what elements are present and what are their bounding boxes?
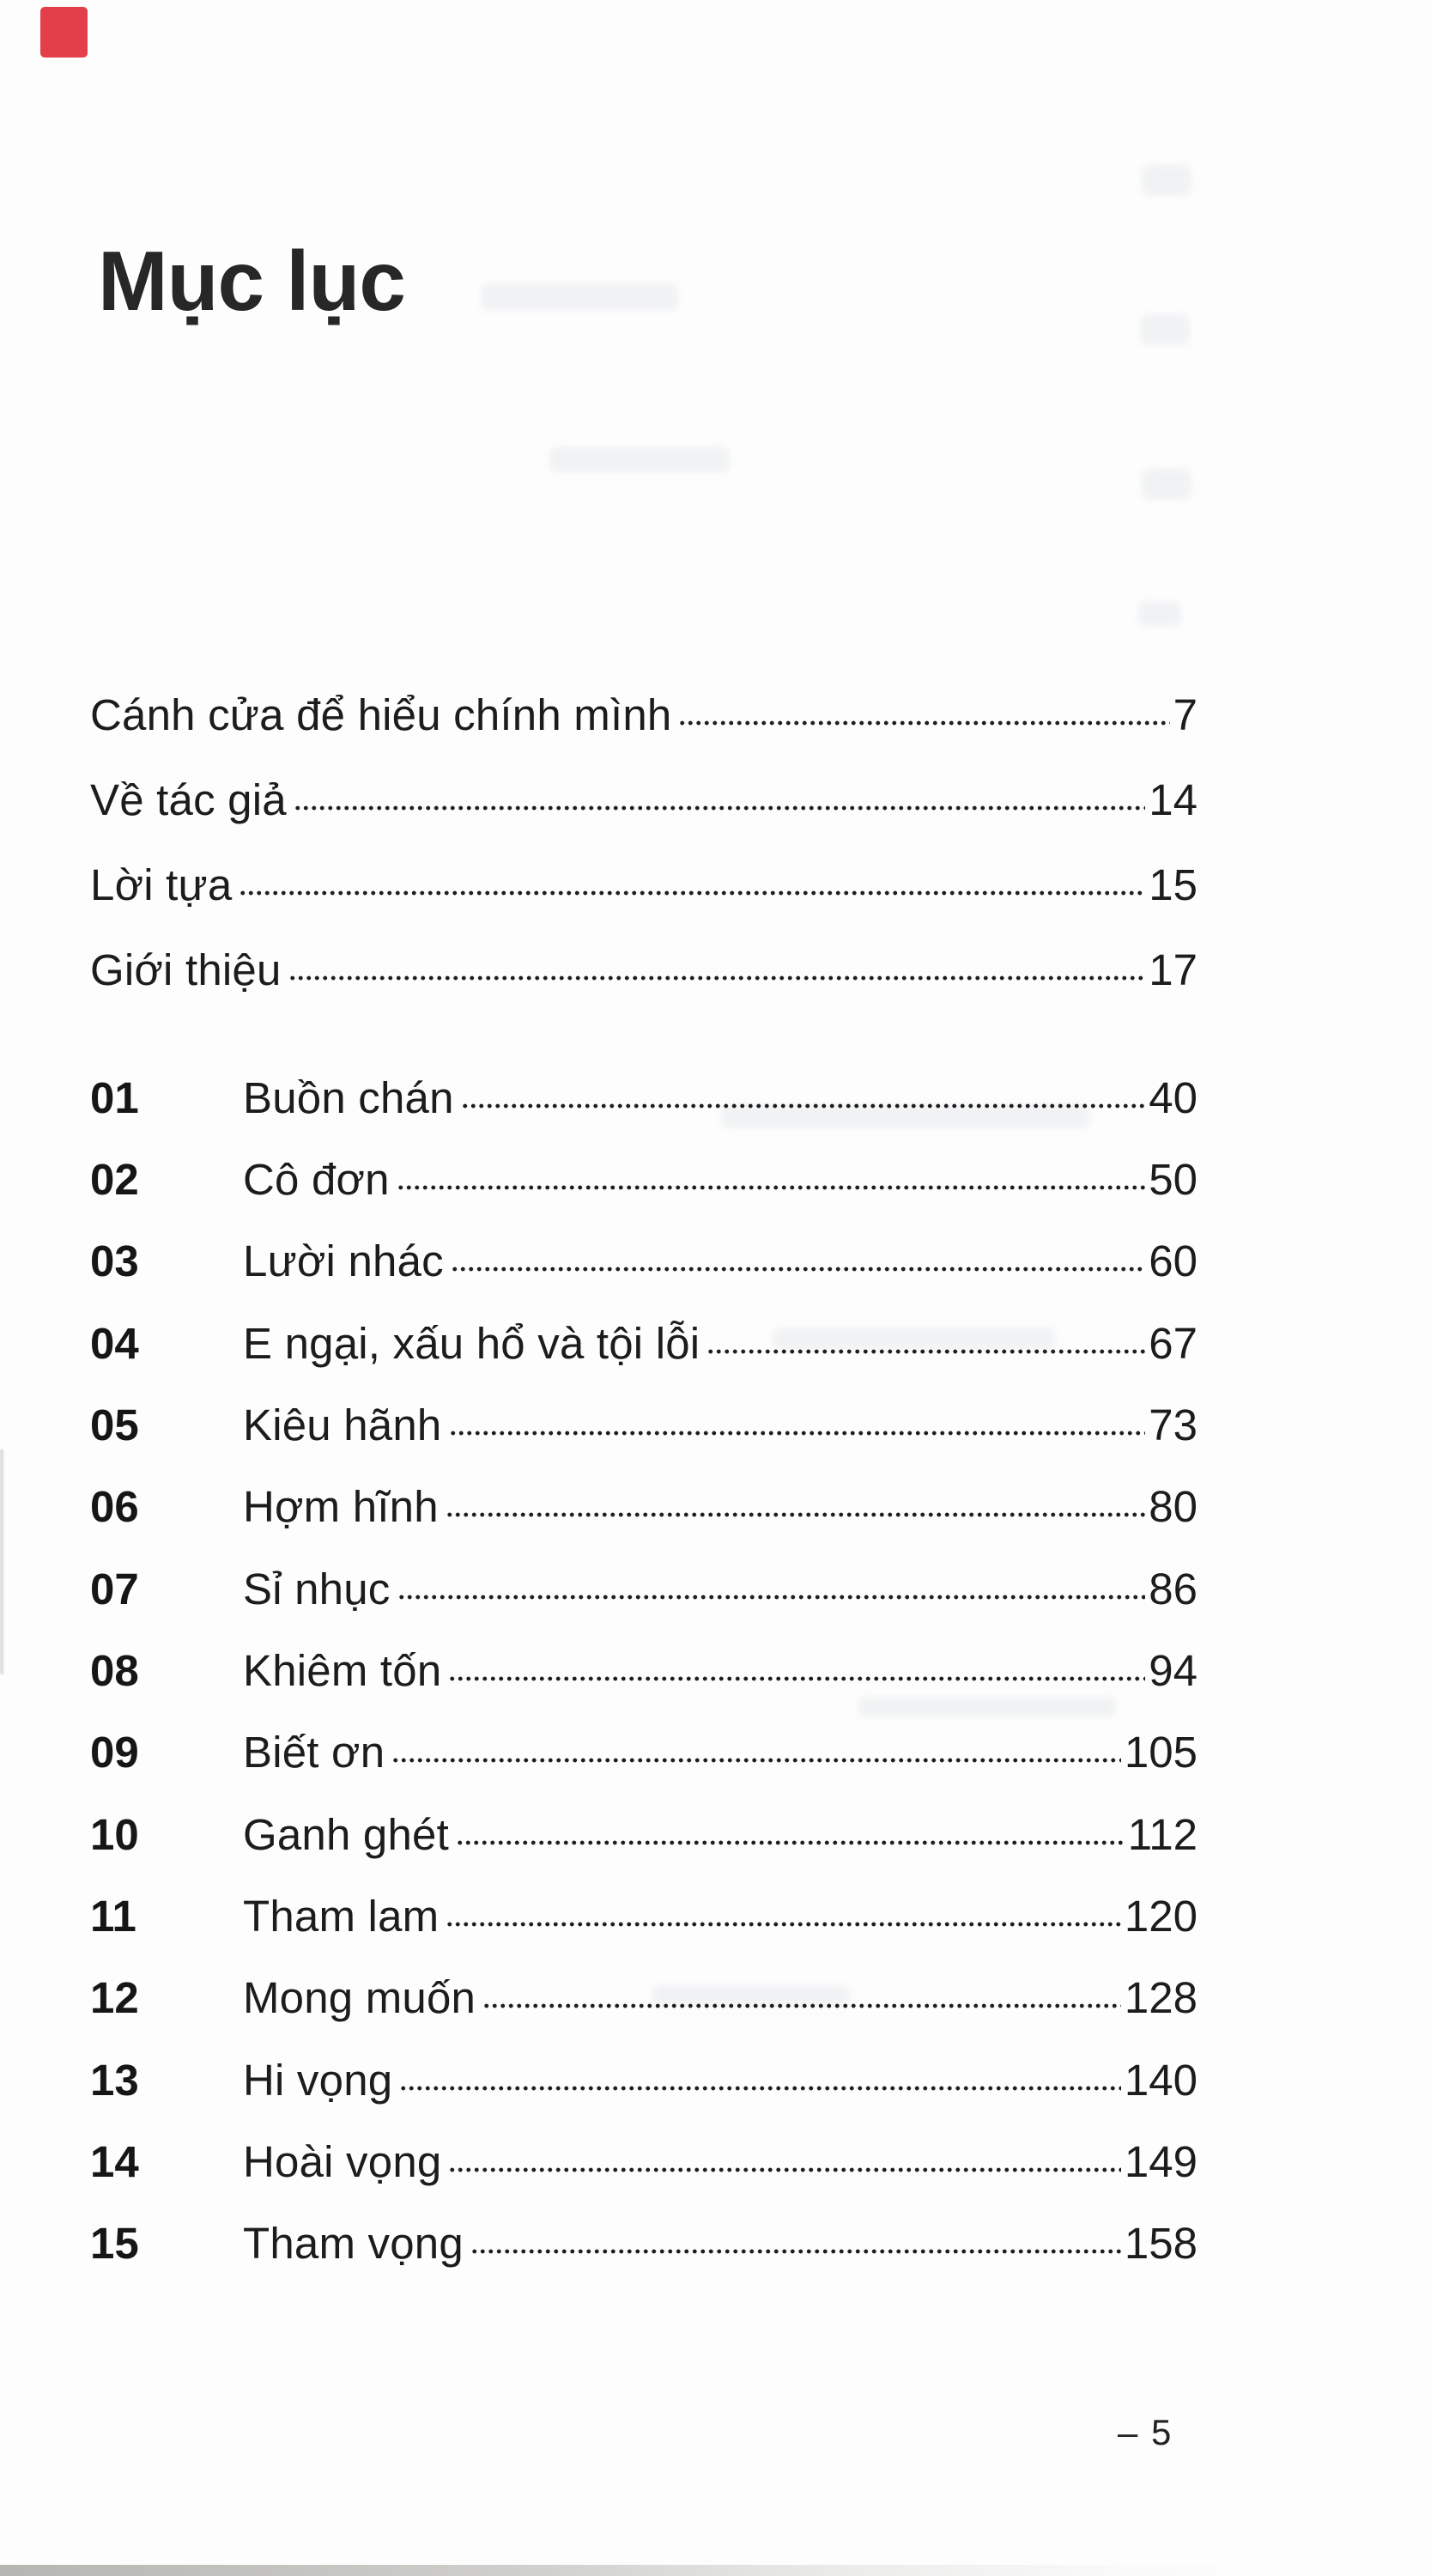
chapter-number: 03 bbox=[90, 1236, 139, 1285]
toc-entry bbox=[90, 1305, 1198, 1367]
toc-entry-page: 128 bbox=[1124, 1972, 1198, 2022]
chapter-number: 01 bbox=[90, 1072, 139, 1122]
dotted-leader bbox=[446, 1509, 1145, 1521]
toc-entry-page: 67 bbox=[1149, 1318, 1198, 1368]
toc-entry bbox=[90, 762, 1198, 823]
toc-entry bbox=[90, 1223, 1198, 1285]
toc-entry-label: Cô đơn bbox=[243, 1154, 390, 1204]
dotted-leader bbox=[470, 2245, 1121, 2257]
toc-entry bbox=[90, 2123, 1198, 2185]
chapter-number: 05 bbox=[90, 1400, 139, 1449]
toc-entry bbox=[90, 1060, 1198, 1121]
dotted-leader bbox=[391, 1754, 1121, 1766]
toc-entry-label: Buồn chán bbox=[243, 1072, 454, 1122]
chapter-number: 07 bbox=[90, 1564, 139, 1613]
dotted-leader bbox=[461, 1100, 1146, 1112]
toc-entry-page: 112 bbox=[1127, 1809, 1198, 1859]
bleedthrough-artifact bbox=[1142, 469, 1191, 500]
chapter-number: 12 bbox=[90, 1972, 139, 2022]
toc-entry bbox=[90, 1959, 1198, 2021]
toc-entry bbox=[90, 1468, 1198, 1530]
toc-entry bbox=[90, 1632, 1198, 1694]
scan-bottom-shadow bbox=[0, 2565, 1431, 2576]
toc-entry-page: 60 bbox=[1149, 1236, 1198, 1285]
toc-entry-page: 140 bbox=[1124, 2055, 1198, 2105]
toc-entry-page: 17 bbox=[1149, 945, 1198, 994]
toc-entry-page: 40 bbox=[1149, 1072, 1198, 1122]
toc-entry bbox=[90, 2205, 1198, 2267]
toc-entry bbox=[90, 1714, 1198, 1776]
dotted-leader bbox=[397, 1591, 1146, 1603]
toc-entry-page: 50 bbox=[1149, 1154, 1198, 1204]
toc-entry-label: Cánh cửa để hiểu chính mình bbox=[90, 690, 672, 739]
toc-entry-page: 120 bbox=[1124, 1891, 1198, 1941]
bleedthrough-artifact bbox=[1140, 314, 1190, 345]
dotted-leader bbox=[446, 1918, 1121, 1930]
toc-entry-label: Hoài vọng bbox=[243, 2136, 442, 2186]
dotted-leader bbox=[482, 2000, 1121, 2012]
toc-entry bbox=[90, 1387, 1198, 1449]
dotted-leader bbox=[451, 1263, 1145, 1275]
toc-entry bbox=[90, 677, 1198, 738]
toc-entry bbox=[90, 847, 1198, 908]
toc-entry-label: E ngại, xấu hổ và tội lỗi bbox=[243, 1318, 700, 1368]
toc-entry-label: Khiêm tốn bbox=[243, 1645, 442, 1695]
toc-entry-page: 7 bbox=[1173, 690, 1198, 739]
chapter-number: 15 bbox=[90, 2218, 139, 2268]
toc-entry-label: Hợm hĩnh bbox=[243, 1481, 439, 1531]
dotted-leader bbox=[294, 802, 1145, 814]
toc-entry-page: 105 bbox=[1124, 1727, 1198, 1777]
toc-entry-page: 14 bbox=[1149, 775, 1198, 824]
toc-entry-label: Giới thiệu bbox=[90, 945, 282, 994]
toc-entry bbox=[90, 1796, 1198, 1858]
toc-entry-label: Hi vọng bbox=[243, 2055, 393, 2105]
chapter-number: 10 bbox=[90, 1809, 139, 1859]
page-title: Mục lục bbox=[98, 234, 405, 328]
toc-entry-label: Lời tựa bbox=[90, 860, 233, 909]
toc-entry bbox=[90, 932, 1198, 993]
toc-entry bbox=[90, 1141, 1198, 1203]
dotted-leader bbox=[706, 1346, 1145, 1358]
red-corner-tab bbox=[40, 7, 88, 58]
toc-entry-label: Sỉ nhục bbox=[243, 1564, 391, 1613]
dotted-leader bbox=[456, 1837, 1125, 1849]
toc-entry-label: Tham vọng bbox=[243, 2218, 464, 2268]
dotted-leader bbox=[239, 887, 1145, 899]
footer-page-number: – 5 bbox=[1118, 2412, 1173, 2452]
toc-entry-page: 15 bbox=[1149, 860, 1198, 909]
scan-edge-artifact bbox=[0, 1449, 3, 1674]
toc-entry-page: 73 bbox=[1149, 1400, 1198, 1449]
chapter-number: 02 bbox=[90, 1154, 139, 1204]
toc-entry-label: Biết ơn bbox=[243, 1727, 385, 1777]
bleedthrough-artifact bbox=[549, 447, 730, 472]
chapter-number: 06 bbox=[90, 1481, 139, 1531]
toc-entry-label: Lười nhác bbox=[243, 1236, 444, 1285]
chapter-number: 04 bbox=[90, 1318, 139, 1368]
dotted-leader bbox=[399, 2082, 1121, 2094]
toc-entry-label: Mong muốn bbox=[243, 1972, 476, 2022]
toc-entry bbox=[90, 1878, 1198, 1940]
toc-entry-page: 149 bbox=[1124, 2136, 1198, 2186]
chapter-number: 08 bbox=[90, 1645, 139, 1695]
chapter-number: 09 bbox=[90, 1727, 139, 1777]
toc-entry-page: 80 bbox=[1149, 1481, 1198, 1531]
toc-entry-label: Về tác giả bbox=[90, 775, 287, 824]
toc-entry-page: 94 bbox=[1149, 1645, 1198, 1695]
dotted-leader bbox=[678, 717, 1169, 729]
toc-entry-label: Tham lam bbox=[243, 1891, 440, 1941]
dotted-leader bbox=[448, 2164, 1120, 2176]
chapter-number: 14 bbox=[90, 2136, 139, 2186]
toc-entry bbox=[90, 1551, 1198, 1613]
toc-entry bbox=[90, 2042, 1198, 2104]
toc-entry-label: Ganh ghét bbox=[243, 1809, 449, 1859]
dotted-leader bbox=[448, 1673, 1145, 1685]
toc-entry-label: Kiêu hãnh bbox=[243, 1400, 442, 1449]
chapter-number: 11 bbox=[90, 1891, 136, 1941]
dotted-leader bbox=[397, 1182, 1146, 1194]
dotted-leader bbox=[288, 972, 1146, 984]
toc-entry-page: 158 bbox=[1124, 2218, 1198, 2268]
bleedthrough-artifact bbox=[1142, 165, 1191, 196]
bleedthrough-artifact bbox=[1138, 601, 1181, 627]
chapter-number: 13 bbox=[90, 2055, 139, 2105]
bleedthrough-artifact bbox=[481, 283, 678, 311]
dotted-leader bbox=[449, 1427, 1146, 1439]
toc-entry-page: 86 bbox=[1149, 1564, 1198, 1613]
